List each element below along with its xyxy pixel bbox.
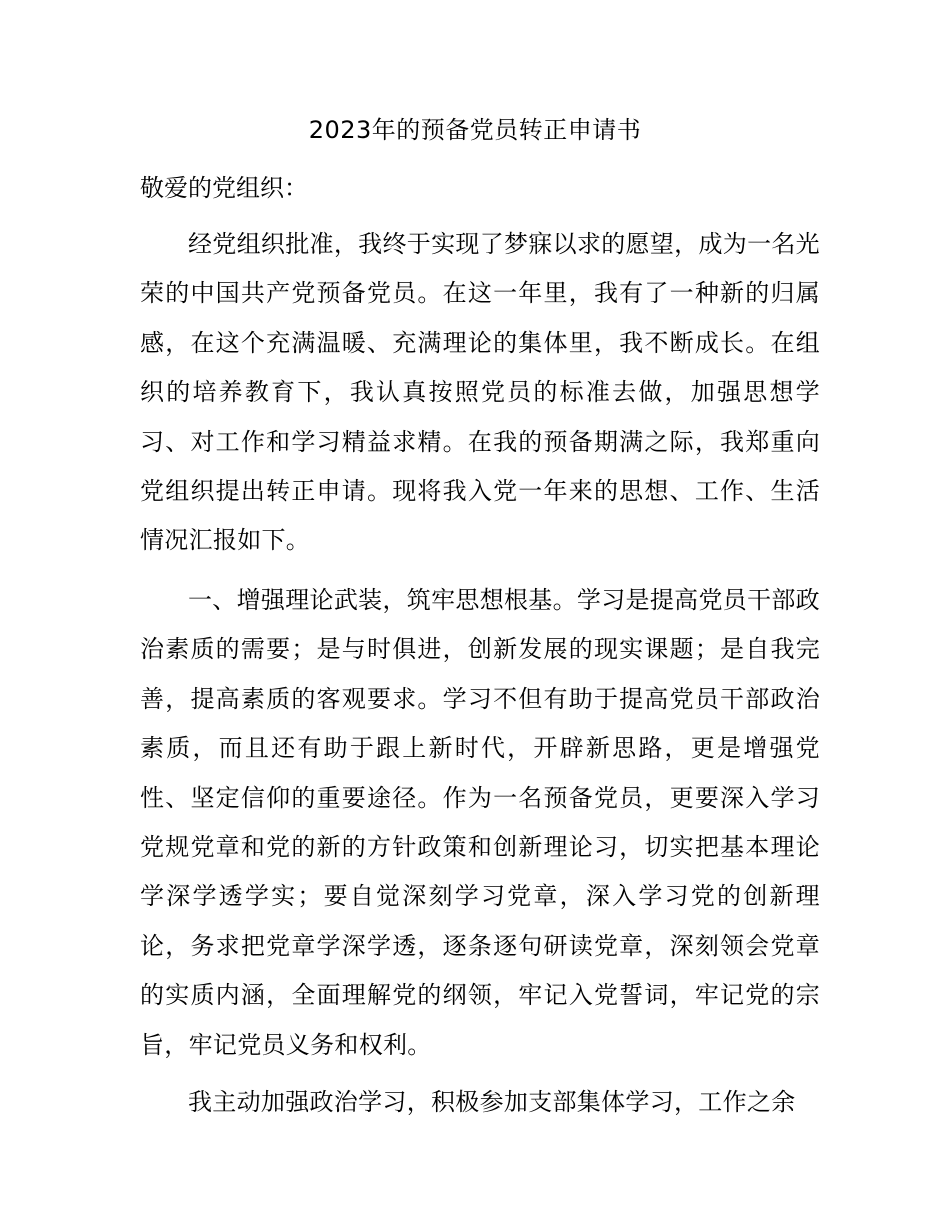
document-title: 2023年的预备党员转正申请书 — [308, 116, 642, 144]
paragraph-3: 我主动加强政治学习，积极参加支部集体学习，工作之余 — [188, 1088, 796, 1116]
salutation: 敬爱的党组织： — [140, 174, 308, 202]
paragraph-1: 经党组织批准，我终于实现了梦寐以求的愿望，成为一名光荣的中国共产党预备党员。在这一年里，我有了一种新的归属感，在这个充满温暖、充满理论的集体里，我不断成长。在组织的培养教育下，我认真按照党员的标准去做，加强思想学习、对工作和学习精益求精。在我的预备期满之际，我郑重向党组织提出转正申请。现将我入党一年来的思想、工作、生活情况汇报如下。 — [140, 230, 820, 555]
paragraph-2: 一、增强理论武装，筑牢思想根基。学习是提高党员干部政治素质的需要；是与时俱进，创新发展的现实课题；是自我完善，提高素质的客观要求。学习不但有助于提高党员干部政治素质，而且还有助于跟上新时代，开辟新思路，更是增强党性、坚定信仰的重要途径。作为一名预备党员，更要深入学习党规党章和党的新的方针政策和创新理论习，切实把基本理论学深学透学实；要自觉深刻学习党章，深入学习党的创新理论，务求把党章学深学透，逐条逐句研读党章，深刻领会党章的实质内涵，全面理解党的纲领，牢记入党誓词，牢记党的宗旨，牢记党员义务和权利。 — [140, 586, 820, 1059]
